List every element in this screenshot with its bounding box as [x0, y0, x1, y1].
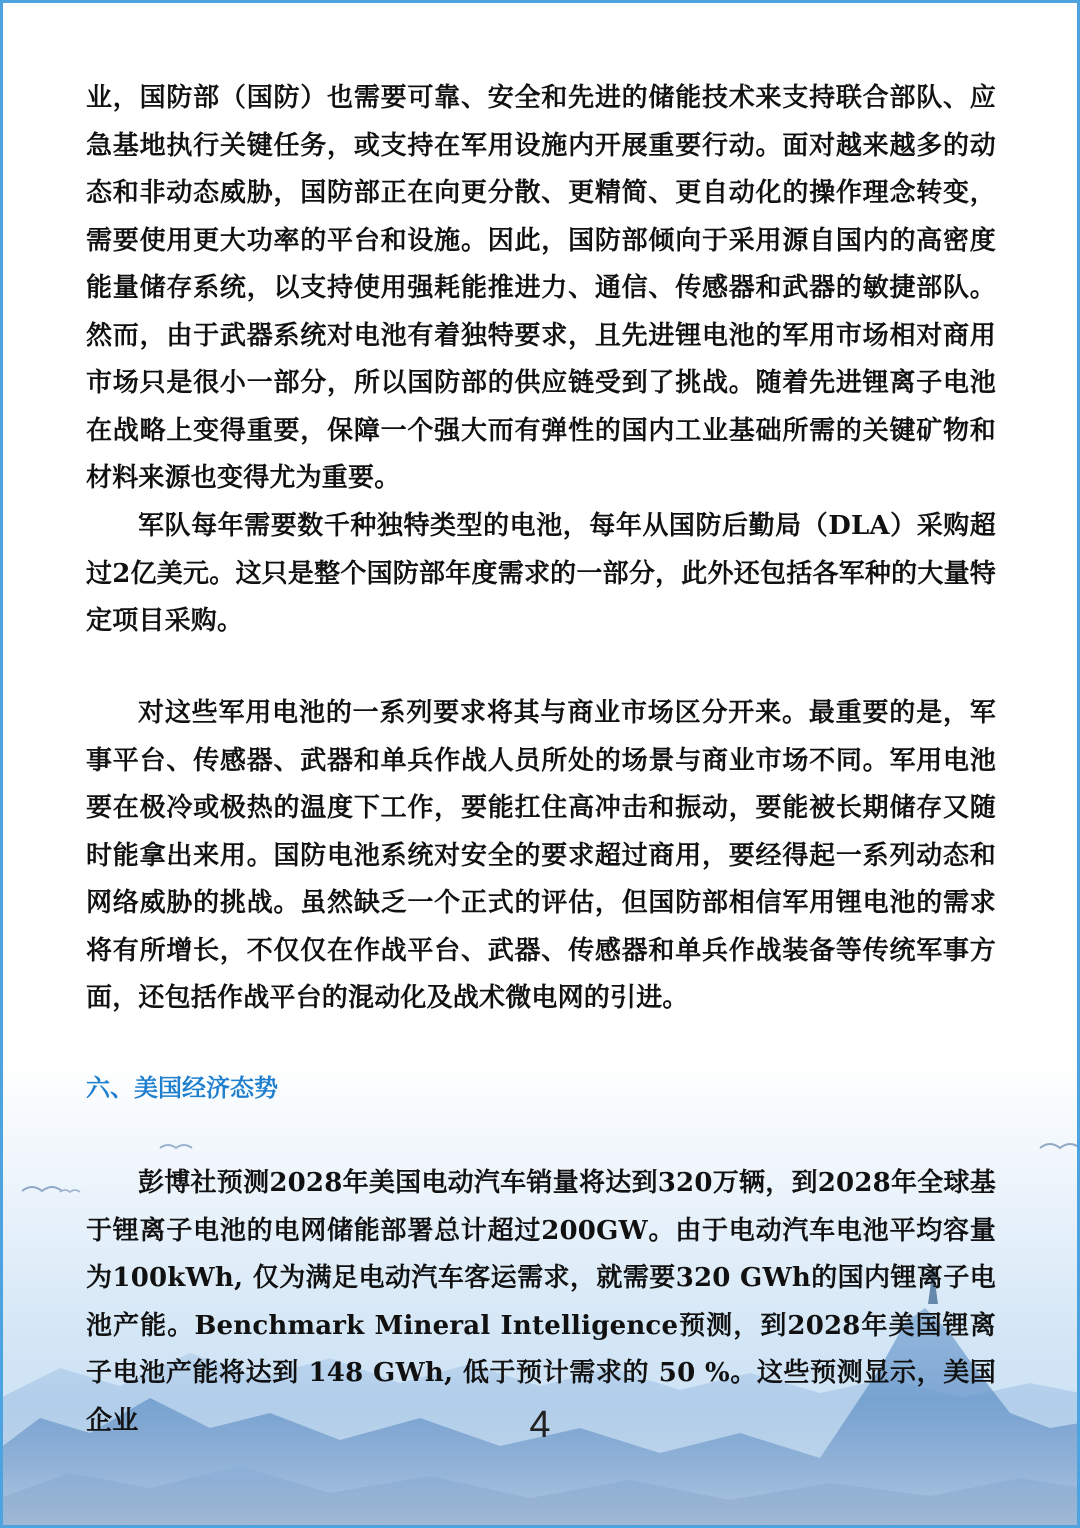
paragraph-3: 对这些军用电池的一系列要求将其与商业市场区分开来。最重要的是，军事平台、传感器、武器和单兵作战人员所处的场景与商业市场不同。军用电池要在极冷或极热的温度下工作，要能扛住高冲击和振动，要能被长期储存又随时能拿出来用。国防电池系统对安全的要求超过商用，要经得起一系列动态和网络威胁的挑战。虽然缺乏一个正式的评估，但国防部相信军用锂电池的需求将有所增长，不仅仅在作战平台、武器、传感器和单兵作战装备等传统军事方面，还包括作战平台的混动化及战术微电网的引进。 — [86, 698, 996, 1013]
section-heading: 六、美国经济态势 — [86, 1074, 278, 1102]
paragraph-4: 彭博社预测2028年美国电动汽车销量将达到320万辆，到2028年全球基于锂离子电池的电网储能部署总计超过200GW。由于电动汽车电池平均容量为100kWh, 仅为满足电动汽车客运需求，就需要320 GWh的国内锂离子电池产能。Benchmark Mineral Intelligence预测，到2028年美国锂离子电池产能将达到 148 GWh, 低于预计需求的 50 %。这些预测显示，美国企业 — [86, 1168, 996, 1436]
page-number: 4 — [529, 1404, 551, 1446]
paragraph-2: 军队每年需要数千种独特类型的电池，每年从国防后勤局（DLA）采购超过2亿美元。这只是整个国防部年度需求的一部分，此外还包括各军种的大量特定项目采购。 — [86, 511, 996, 636]
paragraph-1: 业，国防部（国防）也需要可靠、安全和先进的储能技术来支持联合部队、应急基地执行关键任务，或支持在军用设施内开展重要行动。面对越来越多的动态和非动态威胁，国防部正在向更分散、更精简、更自动化的操作理念转变，需要使用更大功率的平台和设施。因此，国防部倾向于采用源自国内的高密度能量储存系统，以支持使用强耗能推进力、通信、传感器和武器的敏捷部队。然而，由于武器系统对电池有着独特要求，且先进锂电池的军用市场相对商用市场只是很小一部分，所以国防部的供应链受到了挑战。随着先进锂离子电池在战略上变得重要，保障一个强大而有弹性的国内工业基础所需的关键矿物和材料来源也变得尤为重要。 — [86, 83, 996, 493]
